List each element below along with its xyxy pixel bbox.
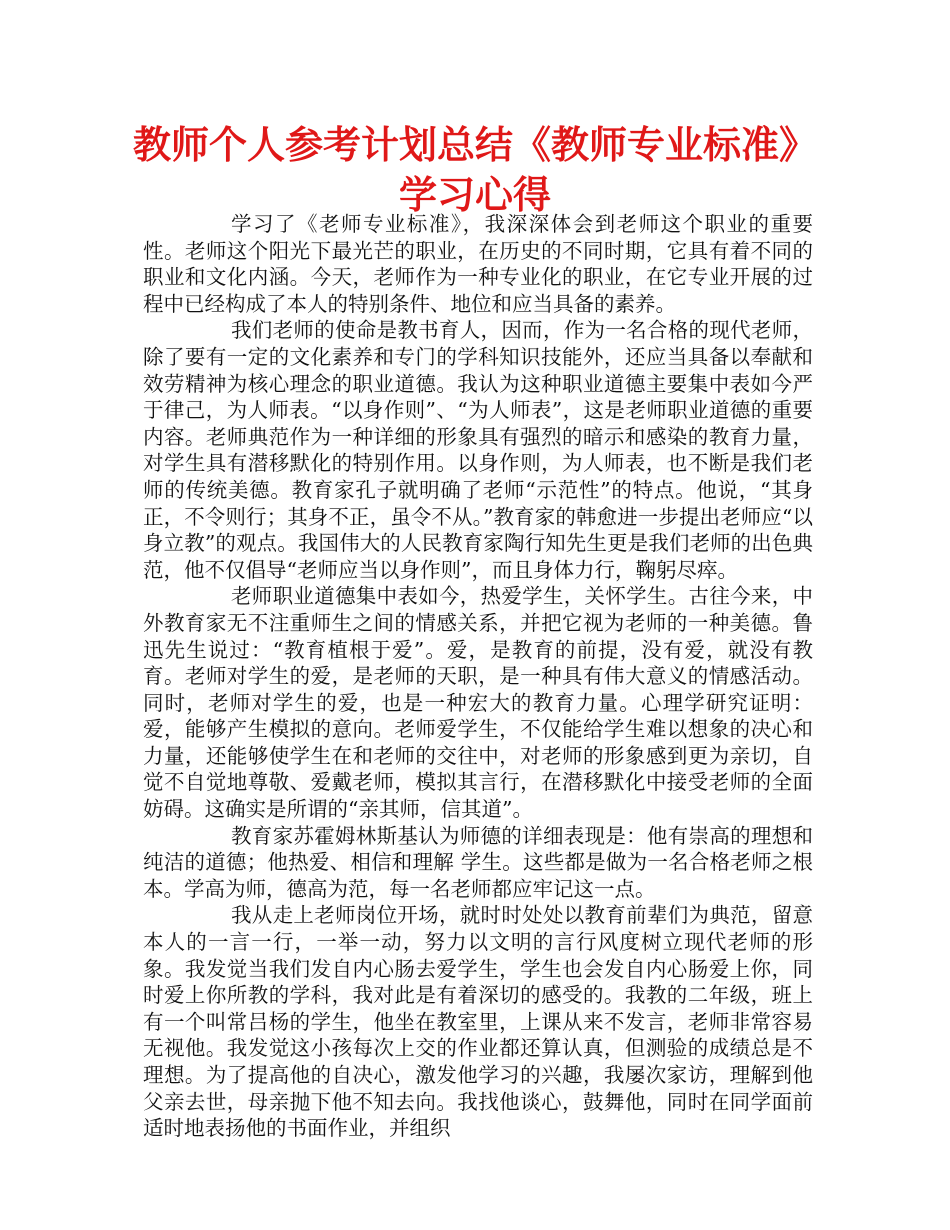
paragraph: 教育家苏霍姆林斯基认为师德的详细表现是：他有崇高的理想和纯洁的道德；他热爱、相信和理解 学生。这些都是做为一名合格老师之根本。学高为师，德高为范，每一名老师都应牢记这一点。	[143, 823, 813, 901]
document-title: 教师个人参考计划总结《教师专业标准》学习心得	[132, 123, 817, 217]
paragraph: 我从走上老师岗位开场，就时时处处以教育前辈们为典范，留意本人的一言一行，一举一动，努力以文明的言行风度树立现代老师的形象。我发觉当我们发自内心肠去爱学生，学生也会发自内心肠爱上你，同时爱上你所教的学科，我对此是有着深切的感受的。我教的二年级，班上有一个叫常吕杨的学生，他坐在教室里，上课从来不发言，老师非常容易无视他。我发觉这小孩每次上交的作业都还算认真，但测验的成绩总是不理想。为了提高他的自决心，激发他学习的兴趣，我屡次家访，理解到他父亲去世，母亲抛下他不知去向。我找他谈心，鼓舞他，同时在同学面前适时地表扬他的书面作业，并组织	[143, 903, 813, 1141]
paragraph: 老师职业道德集中表如今，热爱学生，关怀学生。古往今来，中外教育家无不注重师生之间的情感关系，并把它视为老师的一种美德。鲁迅先生说过：“教育植根于爱”。爱，是教育的前提，没有爱，就没有教育。老师对学生的爱，是老师的天职，是一种具有伟大意义的情感活动。同时，老师对学生的爱，也是一种宏大的教育力量。心理学研究证明：爱，能够产生模拟的意向。老师爱学生，不仅能给学生难以想象的决心和力量，还能够使学生在和老师的交往中，对老师的形象感到更为亲切，自觉不自觉地尊敬、爱戴老师，模拟其言行，在潜移默化中接受老师的全面妨碍。这确实是所谓的“亲其师，信其道”。	[143, 584, 813, 822]
paragraph: 我们老师的使命是教书育人，因而，作为一名合格的现代老师，除了要有一定的文化素养和专门的学科知识技能外，还应当具备以奉献和效劳精神为核心理念的职业道德。我认为这种职业道德主要集中表如今严于律己，为人师表。“以身作则”、“为人师表”，这是老师职业道德的重要内容。老师典范作为一种详细的形象具有强烈的暗示和感染的教育力量，对学生具有潜移默化的特别作用。以身作则，为人师表，也不断是我们老师的传统美德。教育家孔子就明确了老师“示范性”的特点。他说，“其身正，不令则行；其身不正，虽令不从。”教育家的韩愈进一步提出老师应“以身立教”的观点。我国伟大的人民教育家陶行知先生更是我们老师的出色典范，他不仅倡导“老师应当以身作则”，而且身体力行，鞠躬尽瘁。	[143, 318, 813, 582]
document-body	[143, 211, 813, 1142]
paragraph: 学习了《老师专业标准》，我深深体会到老师这个职业的重要性。老师这个阳光下最光芒的职业，在历史的不同时期，它具有着不同的职业和文化内涵。今天，老师作为一种专业化的职业，在它专业开展的过程中已经构成了本人的特别条件、地位和应当具备的素养。	[143, 212, 813, 316]
